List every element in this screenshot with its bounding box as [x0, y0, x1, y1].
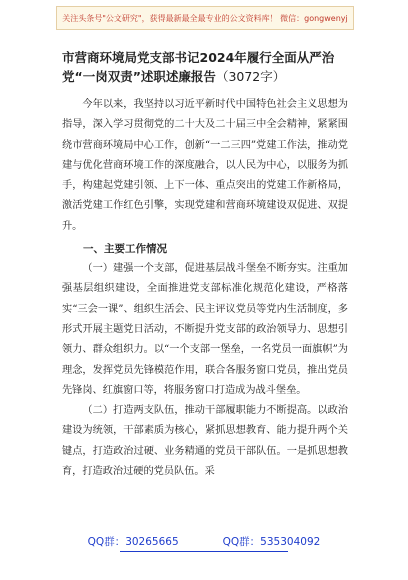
footer-qq-2: QQ群：535304092 — [222, 536, 321, 548]
footer-qq-1: QQ群：30265665 — [87, 536, 179, 548]
footer-contact — [0, 534, 408, 549]
section-paragraph-2: （二）打造两支队伍，推动干部履职能力不断提高。以政治建设为统领，干部素质为核心，紧抓思想教育、能力提升两个关键点，打造政治过硬、业务精通的党员干部队伍。一是抓思想教育，打造政治过硬的党员队伍。采 — [62, 405, 348, 478]
intro-paragraph: 今年以来，我坚持以习近平新时代中国特色社会主义思想为指导，深入学习贯彻党的二十大及二十届三中全会精神，紧紧围绕市营商环境局中心工作，创新“一二三四”党建工作法，推动党建与优化营商环境工作的深度融合，以人民为中心，以服务为抓手，构建起党建引领、上下一体、重点突出的党建工作新格局，激活党建工作红色引擎，实现党建和营商环境建设双促进、双提升。 — [62, 99, 348, 232]
word-count: （3072字） — [215, 69, 286, 84]
banner-text: 关注头条号"公文研究"，获得最新最全最专业的公文资料库！ 微信：gongwenyj — [62, 13, 348, 23]
watermark-banner — [56, 6, 354, 30]
footer-underline — [120, 551, 288, 552]
document-title: 市营商环境局党支部书记2024年履行全面从严治党“一岗双责”述职述廉报告（3072字） — [62, 50, 335, 84]
section-paragraph-1: （一）建强一个支部，促进基层战斗堡垒不断夯实。注重加强基层组织建设，全面推进党支部标准化规范化建设，严格落实“三会一课”、组织生活会、民主评议党员等党内生活制度，多形式开展主题党日活动，不断提升党支部的政治领导力、思想引领力、群众组织力。以“一个支部一堡垒，一名党员一面旗帜”为理念，发挥党员先锋模范作用，联合各服务窗口党员，推出党员先锋岗、红旗窗口等，将服务窗口打造成为战斗堡垒。 — [62, 263, 348, 396]
document-body — [62, 48, 348, 482]
section-heading: 一、主要工作情况 — [83, 243, 167, 256]
